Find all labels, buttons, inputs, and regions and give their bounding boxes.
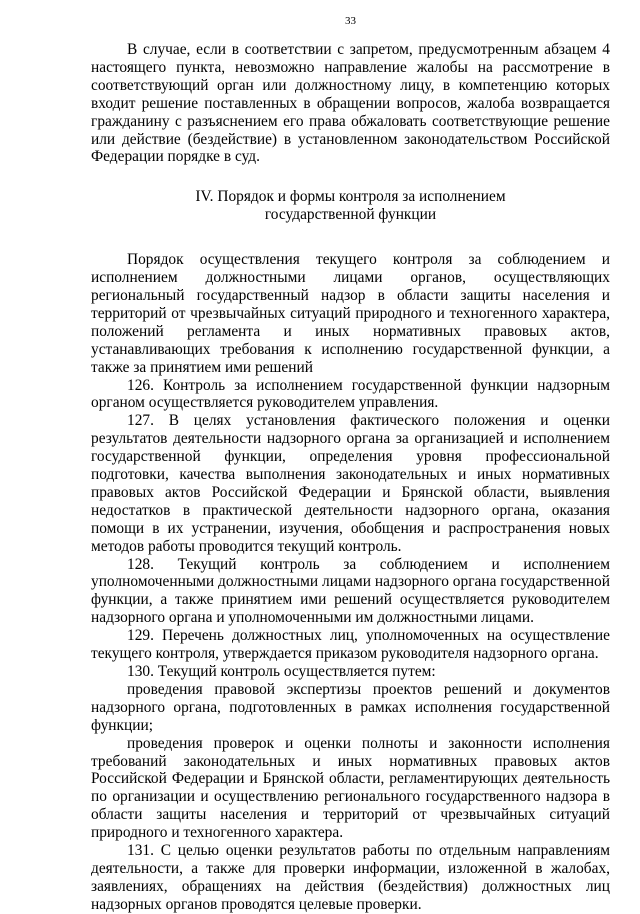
paragraph-130-item-1: проведения правовой экспертизы проектов решений и документов надзорного органа, подготовленных в рамках исполнения государственной функции; — [91, 680, 610, 734]
section-heading-line-2: государственной функции — [264, 206, 437, 224]
paragraph-130-item-2: проведения проверок и оценки полноты и законности исполнения требований законодательных и иных нормативных правовых актов Российской Федерации и Брянской области, регламентирующих деятельность по организации и осуществлению регионального государственного надзора в области защиты населения и территорий от чрезвычайных ситуаций природного и техногенного характера. — [91, 734, 610, 842]
paragraph-129: 129. Перечень должностных лиц, уполномоченных на осуществление текущего контроля, утверждается приказом руководителя надзорного органа. — [91, 627, 610, 663]
page-number: 33 — [345, 15, 356, 27]
paragraph-control-procedure: Порядок осуществления текущего контроля за соблюдением и исполнением должностными лицами органов, осуществляющих региональный государственный надзор в области защиты населения и территорий от чрезвычайных ситуаций природного и техногенного характера, положений регламента и иных нормативных правовых актов, устанавливающих требования к исполнению государственной функции, а также за принятием ими решений — [91, 251, 610, 376]
paragraph-130: 130. Текущий контроль осуществляется путем: — [127, 663, 436, 680]
section-heading-line-1: IV. Порядок и формы контроля за исполнением — [195, 188, 506, 206]
document-page — [91, 14, 610, 914]
paragraph-128: 128. Текущий контроль за соблюдением и исполнением уполномоченными должностными лицами надзорного органа государственной функции, а также принятием ими решений осуществляется руководителем надзорного органа и уполномоченными им должностными лицами. — [91, 555, 610, 627]
spacer — [91, 224, 610, 251]
paragraph-126: 126. Контроль за исполнением государственной функции надзорным органом осуществляется руководителем управления. — [91, 376, 610, 412]
paragraph-127: 127. В целях установления фактического положения и оценки результатов деятельности надзорного органа за организацией и исполнением государственной функции, определения уровня профессиональной подготовки, качества выполнения законодательных и иных нормативных правовых актов Российской Федерации и Брянской области, выявления недостатков в практической деятельности надзорного органа, оказания помощи в их устранении, изучения, обобщения и распространения новых методов работы проводится текущий контроль. — [91, 412, 610, 555]
paragraph-complaint-return: В случае, если в соответствии с запретом, предусмотренным абзацем 4 настоящего пункта, невозможно направление жалобы на рассмотрение в соответствующий орган или должностному лицу, в компетенцию которых входит решение поставленных в обращении вопросов, жалоба возвращается гражданину с разъяснением его права обжаловать соответствующие решение или действие (бездействие) в установленном законодательством Российской Федерации порядке в суд. — [91, 41, 610, 166]
paragraph-131: 131. С целью оценки результатов работы по отдельным направлениям деятельности, а также для проверки информации, изложенной в жалобах, заявлениях, обращениях на действия (бездействия) должностных лиц надзорных органов проводятся целевые проверки. — [91, 842, 610, 913]
spacer — [91, 166, 610, 188]
